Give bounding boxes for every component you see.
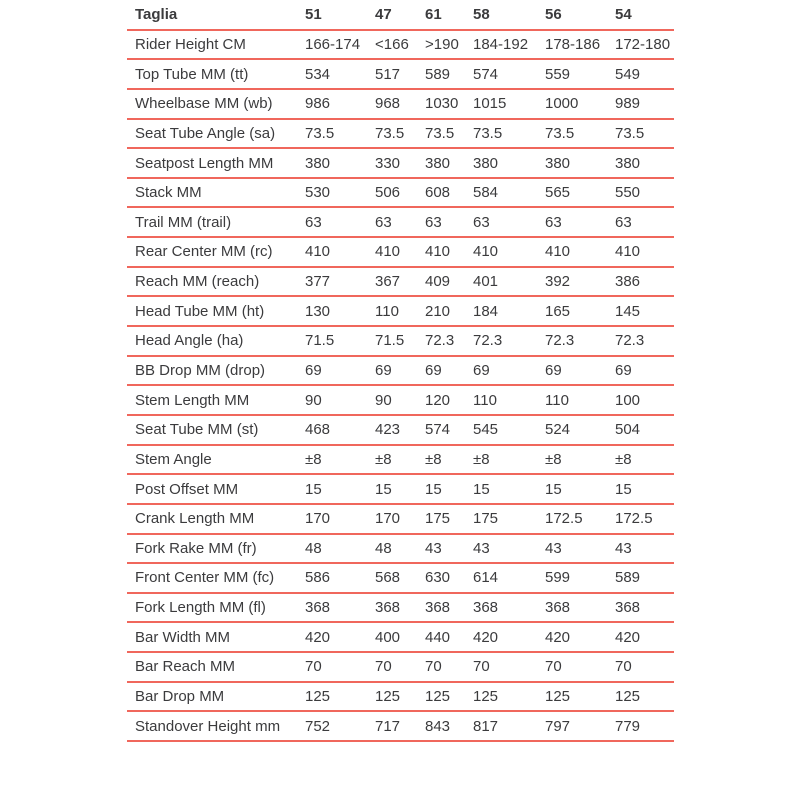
- row-label: Trail MM (trail): [127, 207, 305, 237]
- cell-value: 530: [305, 178, 375, 208]
- cell-value: 43: [615, 534, 674, 564]
- cell-value: 817: [473, 711, 545, 741]
- table-row: [127, 622, 674, 652]
- row-label: Rear Center MM (rc): [127, 237, 305, 267]
- geometry-table: [127, 0, 674, 742]
- cell-value: 797: [545, 711, 615, 741]
- row-label: Fork Length MM (fl): [127, 593, 305, 623]
- cell-value: 73.5: [425, 119, 473, 149]
- cell-value: 175: [473, 504, 545, 534]
- row-label: Bar Width MM: [127, 622, 305, 652]
- cell-value: 43: [545, 534, 615, 564]
- cell-value: 589: [615, 563, 674, 593]
- row-label: Head Tube MM (ht): [127, 296, 305, 326]
- table-header-row: [127, 0, 674, 30]
- cell-value: 599: [545, 563, 615, 593]
- row-label: Crank Length MM: [127, 504, 305, 534]
- cell-value: >190: [425, 30, 473, 60]
- cell-value: 63: [545, 207, 615, 237]
- cell-value: 15: [425, 474, 473, 504]
- cell-value: 63: [425, 207, 473, 237]
- cell-value: 48: [305, 534, 375, 564]
- cell-value: 120: [425, 385, 473, 415]
- cell-value: 178-186: [545, 30, 615, 60]
- cell-value: 69: [425, 356, 473, 386]
- cell-value: 410: [545, 237, 615, 267]
- row-label: Rider Height CM: [127, 30, 305, 60]
- cell-value: 468: [305, 415, 375, 445]
- cell-value: 380: [545, 148, 615, 178]
- cell-value: 70: [545, 652, 615, 682]
- row-label: Top Tube MM (tt): [127, 59, 305, 89]
- cell-value: 15: [375, 474, 425, 504]
- cell-value: 90: [305, 385, 375, 415]
- row-label: Seat Tube MM (st): [127, 415, 305, 445]
- cell-value: 630: [425, 563, 473, 593]
- cell-value: 72.3: [545, 326, 615, 356]
- cell-value: 380: [615, 148, 674, 178]
- cell-value: 63: [375, 207, 425, 237]
- cell-value: 165: [545, 296, 615, 326]
- table-row: [127, 682, 674, 712]
- table-row: [127, 504, 674, 534]
- cell-value: 110: [473, 385, 545, 415]
- cell-value: 70: [615, 652, 674, 682]
- cell-value: 568: [375, 563, 425, 593]
- column-header-size: 54: [615, 0, 674, 30]
- table-row: [127, 534, 674, 564]
- cell-value: 1000: [545, 89, 615, 119]
- cell-value: 70: [473, 652, 545, 682]
- cell-value: 368: [615, 593, 674, 623]
- table-row: [127, 415, 674, 445]
- cell-value: 545: [473, 415, 545, 445]
- cell-value: 69: [545, 356, 615, 386]
- row-label: BB Drop MM (drop): [127, 356, 305, 386]
- cell-value: 614: [473, 563, 545, 593]
- cell-value: 549: [615, 59, 674, 89]
- cell-value: 1015: [473, 89, 545, 119]
- cell-value: 367: [375, 267, 425, 297]
- cell-value: 380: [425, 148, 473, 178]
- cell-value: 410: [305, 237, 375, 267]
- table-row: [127, 148, 674, 178]
- cell-value: 368: [425, 593, 473, 623]
- cell-value: 410: [473, 237, 545, 267]
- row-label: Bar Reach MM: [127, 652, 305, 682]
- column-header-size: 61: [425, 0, 473, 30]
- table-row: [127, 474, 674, 504]
- table-row: [127, 711, 674, 741]
- cell-value: 125: [545, 682, 615, 712]
- cell-value: 125: [473, 682, 545, 712]
- row-label: Reach MM (reach): [127, 267, 305, 297]
- row-label: Front Center MM (fc): [127, 563, 305, 593]
- cell-value: 368: [545, 593, 615, 623]
- cell-value: 125: [615, 682, 674, 712]
- cell-value: 330: [375, 148, 425, 178]
- table-header-label: Taglia: [127, 0, 305, 30]
- row-label: Seatpost Length MM: [127, 148, 305, 178]
- cell-value: 423: [375, 415, 425, 445]
- cell-value: 574: [473, 59, 545, 89]
- row-label: Head Angle (ha): [127, 326, 305, 356]
- row-label: Wheelbase MM (wb): [127, 89, 305, 119]
- cell-value: 43: [473, 534, 545, 564]
- cell-value: 586: [305, 563, 375, 593]
- cell-value: 524: [545, 415, 615, 445]
- cell-value: 125: [425, 682, 473, 712]
- cell-value: 48: [375, 534, 425, 564]
- cell-value: 125: [305, 682, 375, 712]
- cell-value: 130: [305, 296, 375, 326]
- cell-value: 69: [305, 356, 375, 386]
- cell-value: 73.5: [545, 119, 615, 149]
- cell-value: 989: [615, 89, 674, 119]
- table-row: [127, 267, 674, 297]
- cell-value: 368: [375, 593, 425, 623]
- cell-value: 170: [305, 504, 375, 534]
- cell-value: 90: [375, 385, 425, 415]
- cell-value: 420: [545, 622, 615, 652]
- table-row: [127, 119, 674, 149]
- cell-value: 589: [425, 59, 473, 89]
- cell-value: 73.5: [473, 119, 545, 149]
- cell-value: 184-192: [473, 30, 545, 60]
- table-row: [127, 178, 674, 208]
- cell-value: 386: [615, 267, 674, 297]
- cell-value: 210: [425, 296, 473, 326]
- cell-value: 401: [473, 267, 545, 297]
- row-label: Stem Angle: [127, 445, 305, 475]
- cell-value: 145: [615, 296, 674, 326]
- cell-value: 392: [545, 267, 615, 297]
- cell-value: 779: [615, 711, 674, 741]
- geometry-table-body: [127, 30, 674, 741]
- cell-value: ±8: [545, 445, 615, 475]
- cell-value: 380: [305, 148, 375, 178]
- cell-value: 69: [375, 356, 425, 386]
- cell-value: 843: [425, 711, 473, 741]
- cell-value: 71.5: [305, 326, 375, 356]
- cell-value: ±8: [615, 445, 674, 475]
- table-row: [127, 296, 674, 326]
- cell-value: 986: [305, 89, 375, 119]
- cell-value: 15: [545, 474, 615, 504]
- cell-value: 110: [545, 385, 615, 415]
- cell-value: 565: [545, 178, 615, 208]
- table-row: [127, 237, 674, 267]
- cell-value: 110: [375, 296, 425, 326]
- cell-value: 72.3: [615, 326, 674, 356]
- column-header-size: 58: [473, 0, 545, 30]
- cell-value: 534: [305, 59, 375, 89]
- cell-value: 70: [305, 652, 375, 682]
- cell-value: 69: [473, 356, 545, 386]
- cell-value: 368: [473, 593, 545, 623]
- row-label: Standover Height mm: [127, 711, 305, 741]
- cell-value: 574: [425, 415, 473, 445]
- cell-value: 504: [615, 415, 674, 445]
- cell-value: 506: [375, 178, 425, 208]
- cell-value: 71.5: [375, 326, 425, 356]
- cell-value: 70: [425, 652, 473, 682]
- table-row: [127, 563, 674, 593]
- table-row: [127, 207, 674, 237]
- table-row: [127, 385, 674, 415]
- cell-value: 73.5: [615, 119, 674, 149]
- cell-value: 73.5: [375, 119, 425, 149]
- cell-value: 72.3: [473, 326, 545, 356]
- row-label: Seat Tube Angle (sa): [127, 119, 305, 149]
- cell-value: 175: [425, 504, 473, 534]
- cell-value: 752: [305, 711, 375, 741]
- table-row: [127, 445, 674, 475]
- table-row: [127, 326, 674, 356]
- cell-value: 410: [375, 237, 425, 267]
- row-label: Stem Length MM: [127, 385, 305, 415]
- cell-value: 63: [615, 207, 674, 237]
- cell-value: 400: [375, 622, 425, 652]
- cell-value: 517: [375, 59, 425, 89]
- cell-value: 377: [305, 267, 375, 297]
- cell-value: 1030: [425, 89, 473, 119]
- column-header-size: 56: [545, 0, 615, 30]
- cell-value: 172-180: [615, 30, 674, 60]
- cell-value: 420: [473, 622, 545, 652]
- cell-value: 125: [375, 682, 425, 712]
- cell-value: 15: [473, 474, 545, 504]
- cell-value: ±8: [425, 445, 473, 475]
- cell-value: 166-174: [305, 30, 375, 60]
- cell-value: 420: [615, 622, 674, 652]
- table-row: [127, 89, 674, 119]
- cell-value: 15: [615, 474, 674, 504]
- cell-value: 440: [425, 622, 473, 652]
- cell-value: 380: [473, 148, 545, 178]
- cell-value: ±8: [305, 445, 375, 475]
- geometry-table-container: [127, 0, 674, 742]
- table-row: [127, 356, 674, 386]
- cell-value: 409: [425, 267, 473, 297]
- cell-value: 170: [375, 504, 425, 534]
- cell-value: ±8: [473, 445, 545, 475]
- column-header-size: 51: [305, 0, 375, 30]
- cell-value: 43: [425, 534, 473, 564]
- row-label: Post Offset MM: [127, 474, 305, 504]
- cell-value: 63: [305, 207, 375, 237]
- row-label: Stack MM: [127, 178, 305, 208]
- cell-value: ±8: [375, 445, 425, 475]
- row-label: Bar Drop MM: [127, 682, 305, 712]
- cell-value: 968: [375, 89, 425, 119]
- cell-value: 550: [615, 178, 674, 208]
- row-label: Fork Rake MM (fr): [127, 534, 305, 564]
- cell-value: 559: [545, 59, 615, 89]
- cell-value: 717: [375, 711, 425, 741]
- cell-value: 172.5: [615, 504, 674, 534]
- cell-value: 172.5: [545, 504, 615, 534]
- cell-value: 608: [425, 178, 473, 208]
- cell-value: 63: [473, 207, 545, 237]
- cell-value: 100: [615, 385, 674, 415]
- cell-value: 184: [473, 296, 545, 326]
- cell-value: 584: [473, 178, 545, 208]
- cell-value: 368: [305, 593, 375, 623]
- cell-value: 70: [375, 652, 425, 682]
- table-row: [127, 30, 674, 60]
- table-row: [127, 652, 674, 682]
- table-row: [127, 593, 674, 623]
- cell-value: <166: [375, 30, 425, 60]
- table-row: [127, 59, 674, 89]
- cell-value: 73.5: [305, 119, 375, 149]
- cell-value: 410: [425, 237, 473, 267]
- cell-value: 15: [305, 474, 375, 504]
- cell-value: 420: [305, 622, 375, 652]
- cell-value: 69: [615, 356, 674, 386]
- cell-value: 410: [615, 237, 674, 267]
- cell-value: 72.3: [425, 326, 473, 356]
- column-header-size: 47: [375, 0, 425, 30]
